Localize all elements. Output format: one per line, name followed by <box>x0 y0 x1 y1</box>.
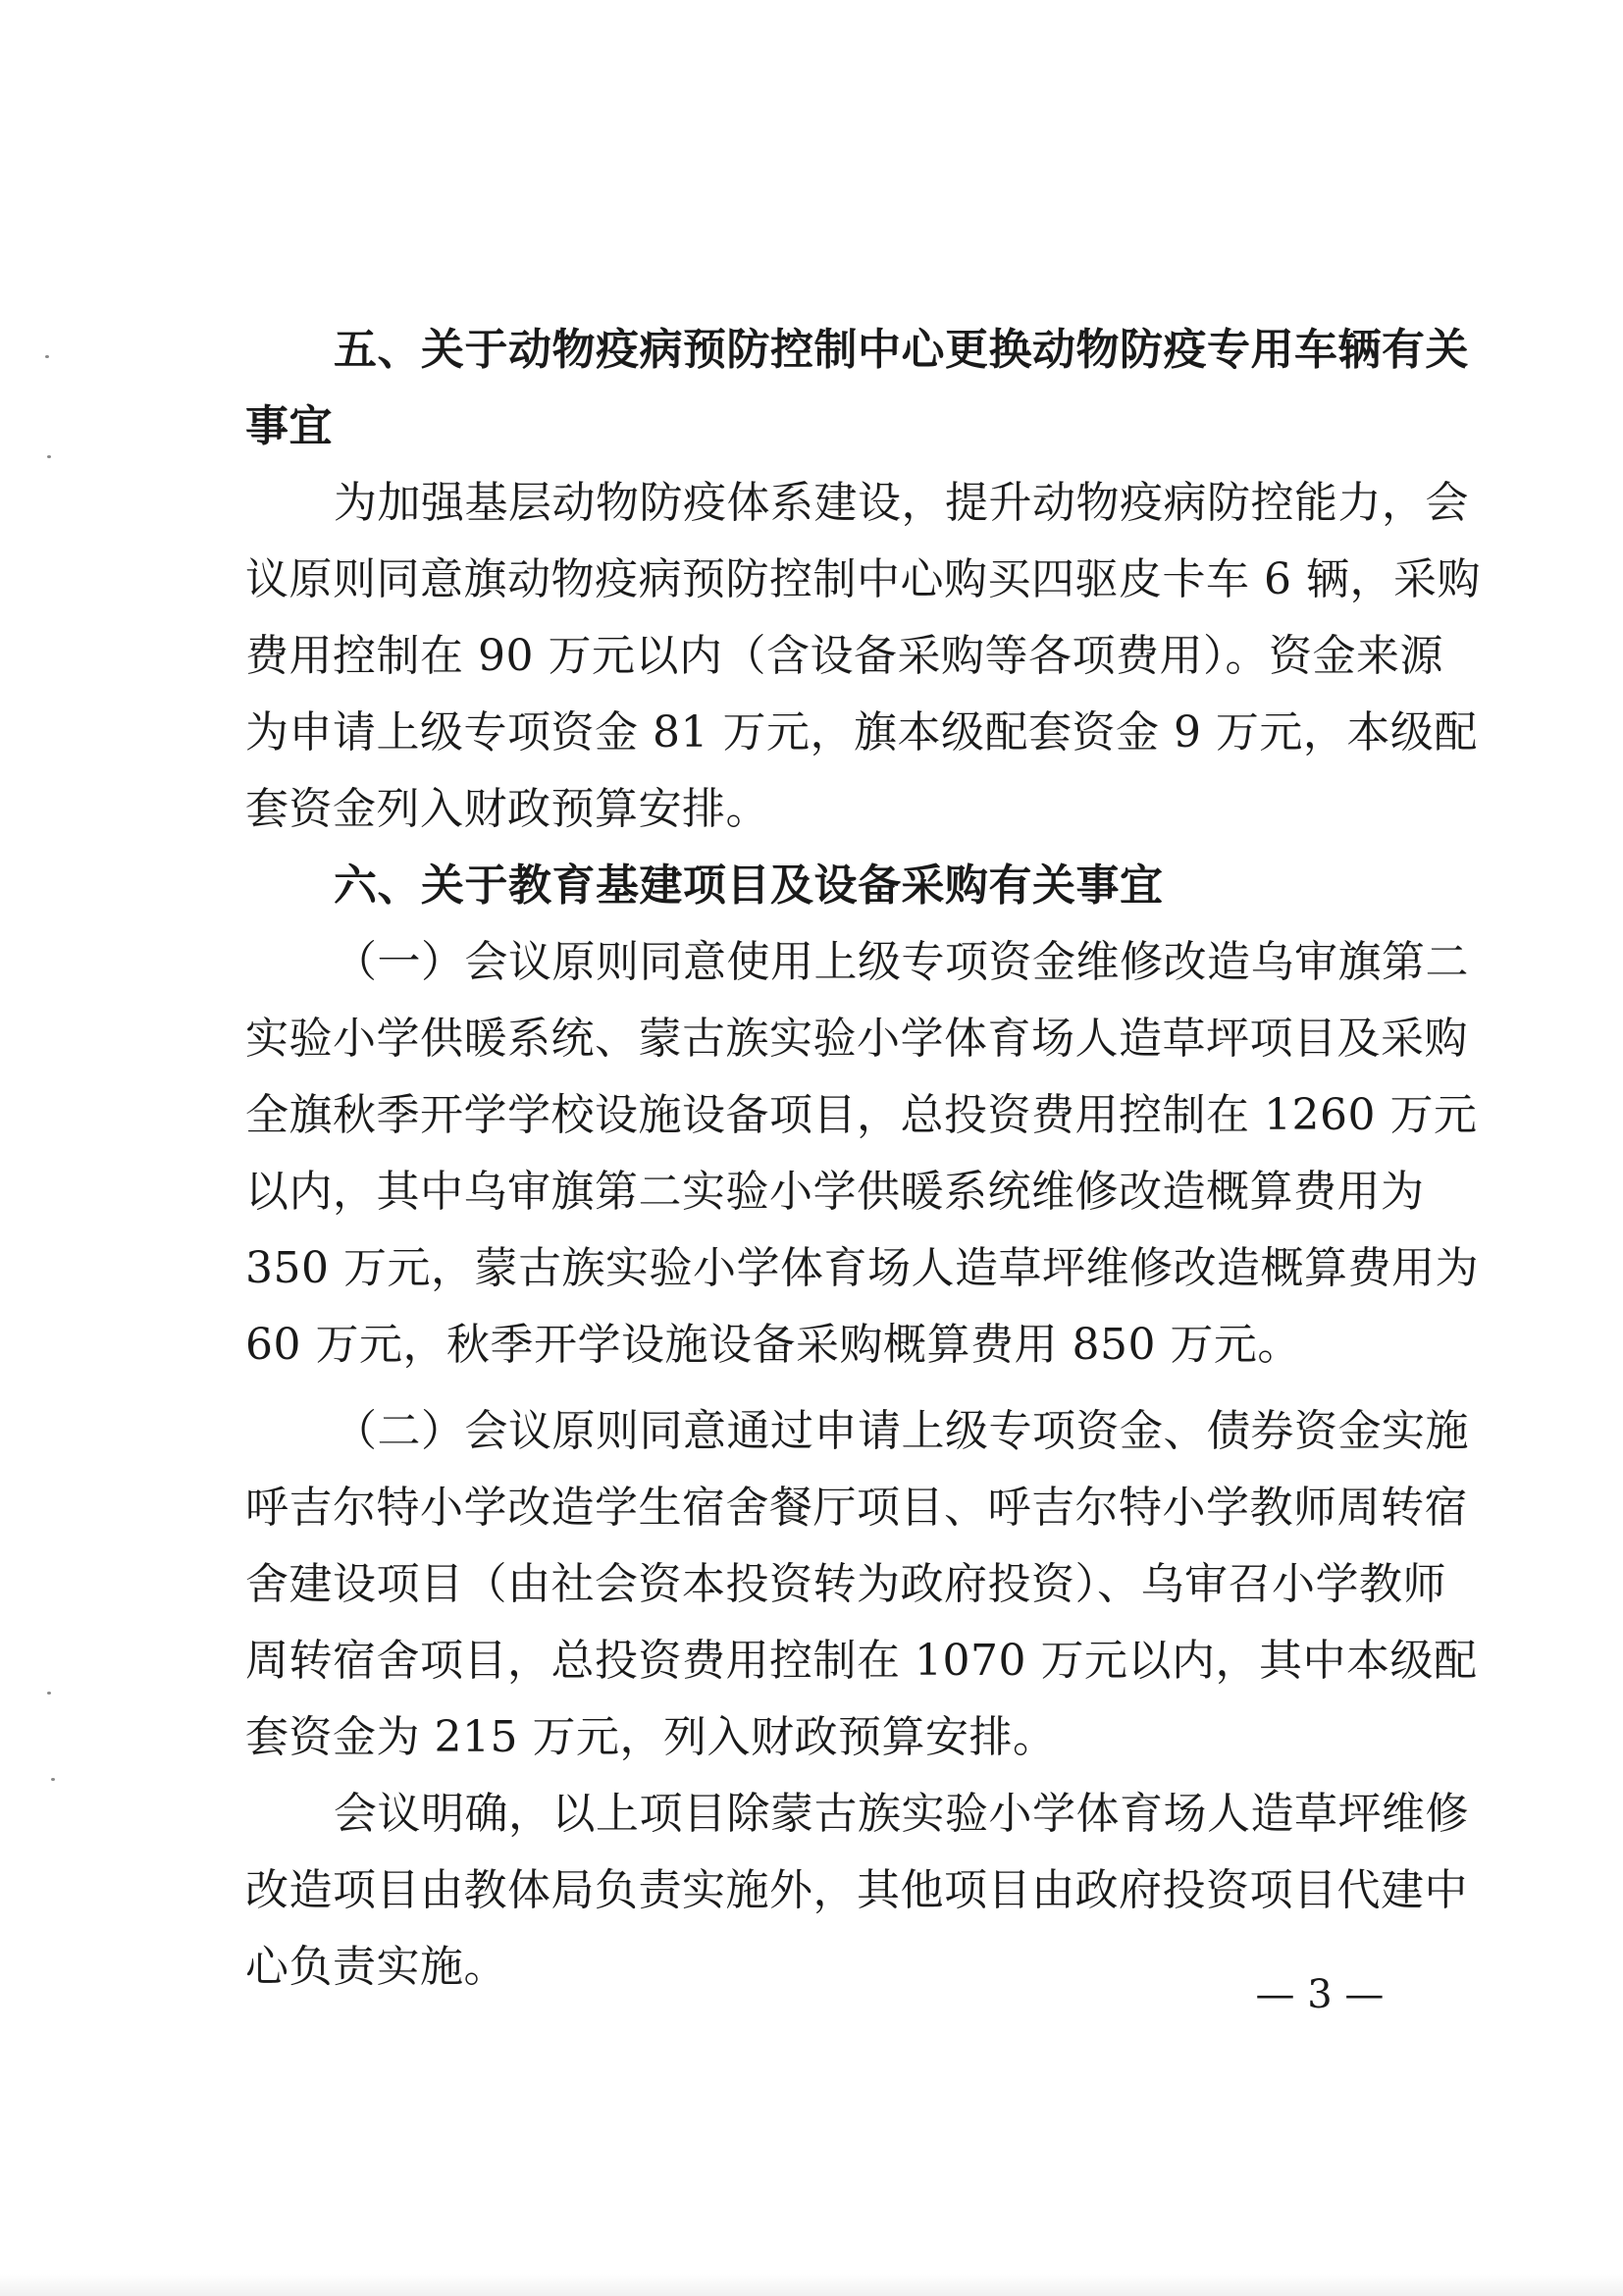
document-body <box>245 312 1481 2006</box>
paragraph-line: （二）会议原则同意通过申请上级专项资金、债券资金实施 <box>334 1406 1469 1456</box>
scan-speck <box>51 1778 55 1781</box>
paragraph-line: 套资金为 215 万元，列入财政预算安排。 <box>245 1712 1057 1762</box>
paragraph-line: 350 万元，蒙古族实验小学体育场人造草坪维修改造概算费用为 <box>245 1243 1479 1293</box>
paragraph-line: （一）会议原则同意使用上级专项资金维修改造乌审旗第二 <box>334 937 1469 987</box>
paragraph-line: 以内，其中乌审旗第二实验小学供暖系统维修改造概算费用为 <box>245 1167 1425 1217</box>
paragraph-line: 为申请上级专项资金 81 万元，旗本级配套资金 9 万元，本级配 <box>245 707 1478 757</box>
paragraph-line: 议原则同意旗动物疫病预防控制中心购买四驱皮卡车 6 辆，采购 <box>245 554 1481 604</box>
section-5-heading-cont: 事宜 <box>245 401 333 451</box>
scan-speck <box>45 355 49 358</box>
scan-bottom-edge <box>0 2274 1623 2296</box>
page-number: — 3 — <box>1255 1972 1385 2017</box>
paragraph-line: 60 万元，秋季开学设施设备采购概算费用 850 万元。 <box>245 1320 1301 1370</box>
paragraph-line: 全旗秋季开学学校设施设备项目，总投资费用控制在 1260 万元 <box>245 1090 1478 1140</box>
paragraph-line: 改造项目由教体局负责实施外，其他项目由政府投资项目代建中 <box>245 1865 1468 1915</box>
scan-speck <box>47 1692 51 1695</box>
paragraph-line: 费用控制在 90 万元以内（含设备采购等各项费用）。资金来源 <box>245 631 1443 681</box>
section-5-heading: 五、关于动物疫病预防控制中心更换动物防疫专用车辆有关 <box>334 325 1469 375</box>
paragraph-line: 实验小学供暖系统、蒙古族实验小学体育场人造草坪项目及采购 <box>245 1014 1468 1064</box>
paragraph-line: 为加强基层动物防疫体系建设，提升动物疫病防控能力，会 <box>334 478 1469 528</box>
paragraph-line: 套资金列入财政预算安排。 <box>245 784 769 834</box>
paragraph-line: 呼吉尔特小学改造学生宿舍餐厅项目、呼吉尔特小学教师周转宿 <box>245 1483 1468 1533</box>
paragraph-line: 心负责实施。 <box>245 1942 507 1992</box>
paragraph-line: 会议明确，以上项目除蒙古族实验小学体育场人造草坪维修 <box>334 1789 1469 1839</box>
scan-speck <box>47 455 51 458</box>
section-6-heading: 六、关于教育基建项目及设备采购有关事宜 <box>334 861 1164 911</box>
paragraph-line: 周转宿舍项目，总投资费用控制在 1070 万元以内，其中本级配 <box>245 1636 1478 1686</box>
paragraph-line: 舍建设项目（由社会资本投资转为政府投资）、乌审召小学教师 <box>245 1559 1446 1609</box>
